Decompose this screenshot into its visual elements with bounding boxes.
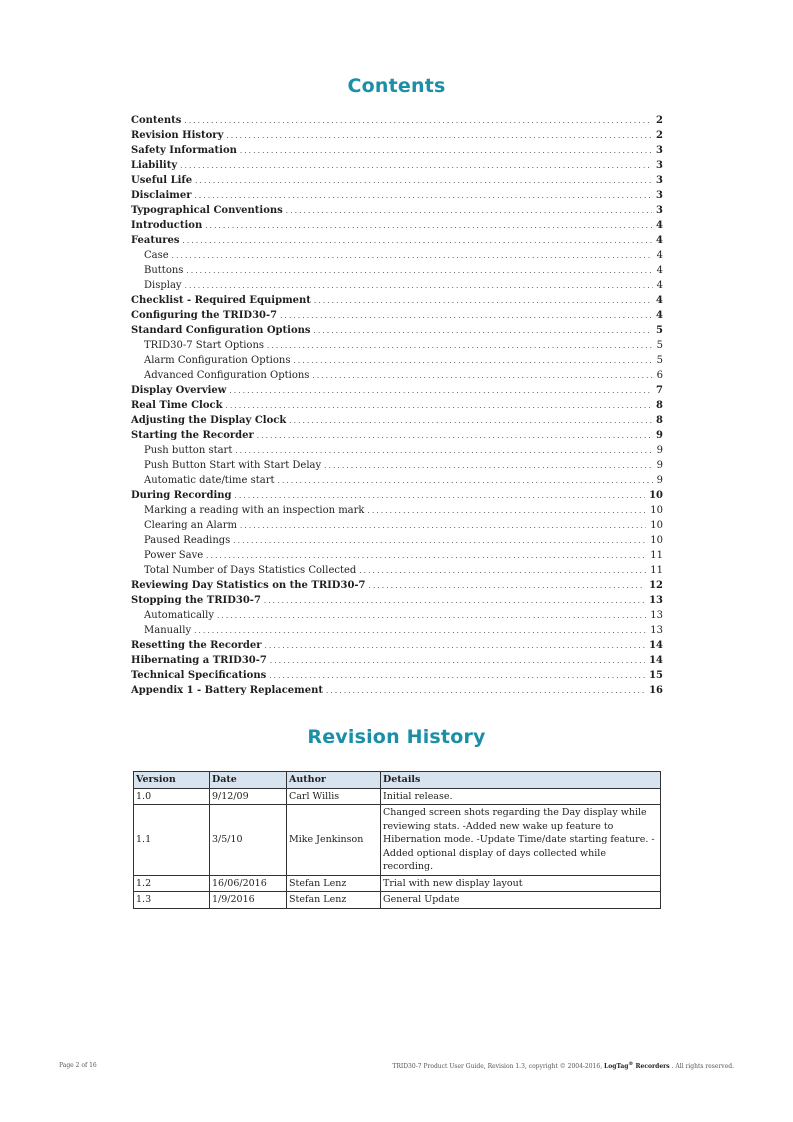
toc-entry[interactable] bbox=[131, 668, 663, 683]
toc-entry[interactable] bbox=[131, 473, 663, 488]
toc-leader-dots bbox=[314, 323, 653, 338]
toc-entry-page: 2 bbox=[656, 115, 663, 126]
toc-entry-page: 9 bbox=[656, 430, 663, 441]
toc-entry[interactable] bbox=[131, 248, 663, 263]
toc-entry-page: 10 bbox=[650, 520, 663, 531]
toc-entry[interactable] bbox=[131, 383, 663, 398]
toc-leader-dots bbox=[280, 308, 652, 323]
toc-entry-page: 4 bbox=[656, 265, 663, 276]
toc-entry-title: Introduction bbox=[131, 220, 203, 231]
toc-entry-page: 10 bbox=[649, 490, 663, 501]
table-header-row bbox=[134, 772, 661, 789]
toc-entry[interactable] bbox=[131, 278, 663, 293]
toc-entry-title: Display Overview bbox=[131, 385, 227, 396]
table-row bbox=[134, 805, 661, 876]
cell-author: Stefan Lenz bbox=[287, 892, 381, 909]
cell-version: 1.1 bbox=[134, 805, 210, 876]
cell-date: 16/06/2016 bbox=[210, 875, 287, 892]
toc-entry-page: 4 bbox=[656, 235, 663, 246]
toc-entry[interactable] bbox=[131, 623, 663, 638]
toc-entry-title: Appendix 1 - Battery Replacement bbox=[131, 685, 324, 696]
cell-details: Trial with new display layout bbox=[381, 875, 661, 892]
toc-entry-title: Standard Configuration Options bbox=[131, 325, 311, 336]
toc-entry-page: 4 bbox=[656, 250, 663, 261]
footer-brand: LogTag® Recorders bbox=[604, 1061, 670, 1070]
toc-entry-page: 10 bbox=[650, 505, 663, 516]
toc-entry-page: 6 bbox=[656, 370, 663, 381]
header-author: Author bbox=[287, 772, 381, 789]
toc-leader-dots bbox=[278, 473, 653, 488]
toc-entry[interactable] bbox=[131, 308, 663, 323]
toc-leader-dots bbox=[235, 443, 652, 458]
toc-leader-dots bbox=[293, 353, 652, 368]
toc-leader-dots bbox=[205, 218, 652, 233]
toc-entry-page: 9 bbox=[656, 475, 663, 486]
cell-details: Changed screen shots regarding the Day display while reviewing stats. -Added new wake up feature to Hibernation mode. -Update Time/date starting feature. -Added optional display of days collected while recording. bbox=[381, 805, 661, 876]
toc-entry-title: Automatically bbox=[144, 610, 214, 621]
toc-entry-page: 7 bbox=[656, 385, 663, 396]
toc-entry-title: Adjusting the Display Clock bbox=[131, 415, 287, 426]
toc-leader-dots bbox=[265, 638, 646, 653]
revision-history-heading: Revision History bbox=[307, 726, 486, 748]
toc-leader-dots bbox=[185, 278, 653, 293]
toc-entry[interactable] bbox=[131, 293, 663, 308]
toc-entry[interactable] bbox=[131, 488, 663, 503]
toc-entry-title: Paused Readings bbox=[144, 535, 231, 546]
toc-entry-title: Case bbox=[144, 250, 169, 261]
cell-version: 1.0 bbox=[134, 788, 210, 805]
cell-version: 1.2 bbox=[134, 875, 210, 892]
cell-author: Mike Jenkinson bbox=[287, 805, 381, 876]
toc-entry[interactable] bbox=[131, 578, 663, 593]
toc-entry-page: 4 bbox=[656, 280, 663, 291]
toc-entry[interactable] bbox=[131, 458, 663, 473]
toc-leader-dots bbox=[359, 563, 646, 578]
toc-entry-title: During Recording bbox=[131, 490, 232, 501]
toc-leader-dots bbox=[235, 488, 646, 503]
toc-entry[interactable] bbox=[131, 443, 663, 458]
toc-entry-title: Features bbox=[131, 235, 180, 246]
toc-leader-dots bbox=[233, 533, 646, 548]
toc-leader-dots bbox=[240, 518, 646, 533]
toc-entry-title: Reviewing Day Statistics on the TRID30-7 bbox=[131, 580, 366, 591]
cell-date: 9/12/09 bbox=[210, 788, 287, 805]
toc-entry-title: Marking a reading with an inspection mark bbox=[144, 505, 365, 516]
toc-entry[interactable] bbox=[131, 533, 663, 548]
toc-entry-title: Configuring the TRID30-7 bbox=[131, 310, 278, 321]
toc-entry-title: Disclaimer bbox=[131, 190, 192, 201]
header-details: Details bbox=[381, 772, 661, 789]
toc-entry-page: 5 bbox=[656, 325, 663, 336]
table-row bbox=[134, 892, 661, 909]
toc-entry[interactable] bbox=[131, 113, 663, 128]
toc-entry-page: 14 bbox=[649, 640, 663, 651]
toc-entry[interactable] bbox=[131, 263, 663, 278]
toc-entry[interactable] bbox=[131, 428, 663, 443]
toc-entry-page: 3 bbox=[656, 160, 663, 171]
cell-date: 3/5/10 bbox=[210, 805, 287, 876]
page-number: Page 2 of 16 bbox=[59, 1062, 97, 1069]
toc-leader-dots bbox=[229, 383, 652, 398]
toc-leader-dots bbox=[369, 578, 646, 593]
toc-entry-page: 9 bbox=[656, 460, 663, 471]
toc-entry[interactable] bbox=[131, 638, 663, 653]
toc-leader-dots bbox=[264, 593, 645, 608]
toc-entry-title: Typographical Conventions bbox=[131, 205, 283, 216]
toc-entry[interactable] bbox=[131, 518, 663, 533]
toc-entry-title: Hibernating a TRID30-7 bbox=[131, 655, 267, 666]
toc-leader-dots bbox=[324, 458, 652, 473]
toc-entry-page: 10 bbox=[650, 535, 663, 546]
cell-author: Stefan Lenz bbox=[287, 875, 381, 892]
toc-entry-page: 3 bbox=[656, 190, 663, 201]
toc-entry-page: 3 bbox=[656, 175, 663, 186]
contents-heading: Contents bbox=[347, 75, 446, 97]
toc-entry-page: 5 bbox=[656, 340, 663, 351]
toc-entry[interactable] bbox=[131, 608, 663, 623]
toc-entry-title: Display bbox=[144, 280, 182, 291]
toc-leader-dots bbox=[206, 548, 646, 563]
toc-entry-title: Revision History bbox=[131, 130, 224, 141]
toc-leader-dots bbox=[314, 293, 652, 308]
toc-entry[interactable] bbox=[131, 413, 663, 428]
toc-entry-title: Buttons bbox=[144, 265, 184, 276]
toc-entry[interactable] bbox=[131, 173, 663, 188]
toc-entry-title: Contents bbox=[131, 115, 182, 126]
header-date: Date bbox=[210, 772, 287, 789]
toc-leader-dots bbox=[368, 503, 647, 518]
footer-doc-info: TRID30-7 Product User Guide, Revision 1.3, copyright © 2004-2016, bbox=[392, 1063, 603, 1070]
cell-version: 1.3 bbox=[134, 892, 210, 909]
toc-entry-title: Useful Life bbox=[131, 175, 193, 186]
toc-entry-title: Power Save bbox=[144, 550, 204, 561]
toc-entry[interactable] bbox=[131, 143, 663, 158]
cell-author: Carl Willis bbox=[287, 788, 381, 805]
toc-leader-dots bbox=[270, 653, 645, 668]
toc-entry-page: 5 bbox=[656, 355, 663, 366]
table-of-contents bbox=[131, 113, 663, 698]
toc-entry[interactable] bbox=[131, 593, 663, 608]
toc-entry-title: Safety Information bbox=[131, 145, 237, 156]
toc-entry-page: 8 bbox=[656, 400, 663, 411]
toc-entry-page: 12 bbox=[649, 580, 663, 591]
footer-rights: . All rights reserved. bbox=[671, 1063, 734, 1070]
toc-entry-page: 3 bbox=[656, 205, 663, 216]
toc-entry-title: Resetting the Recorder bbox=[131, 640, 262, 651]
toc-entry-title: Push button start bbox=[144, 445, 233, 456]
toc-entry-title: Automatic date/time start bbox=[144, 475, 275, 486]
table-row bbox=[134, 788, 661, 805]
toc-leader-dots bbox=[240, 143, 652, 158]
toc-leader-dots bbox=[194, 188, 652, 203]
toc-entry[interactable] bbox=[131, 563, 663, 578]
toc-entry-page: 4 bbox=[656, 220, 663, 231]
toc-entry-page: 13 bbox=[650, 610, 663, 621]
toc-leader-dots bbox=[289, 413, 652, 428]
toc-leader-dots bbox=[194, 623, 646, 638]
toc-entry-page: 11 bbox=[650, 550, 663, 561]
toc-entry-title: Total Number of Days Statistics Collected bbox=[144, 565, 357, 576]
toc-entry[interactable] bbox=[131, 323, 663, 338]
toc-entry[interactable] bbox=[131, 653, 663, 668]
toc-entry-page: 4 bbox=[656, 310, 663, 321]
table-row bbox=[134, 875, 661, 892]
toc-leader-dots bbox=[217, 608, 646, 623]
toc-entry-page: 8 bbox=[656, 415, 663, 426]
toc-leader-dots bbox=[172, 248, 653, 263]
toc-entry-title: TRID30-7 Start Options bbox=[144, 340, 265, 351]
toc-entry-page: 9 bbox=[656, 445, 663, 456]
toc-entry-title: Clearing an Alarm bbox=[144, 520, 237, 531]
toc-entry-page: 3 bbox=[656, 145, 663, 156]
toc-leader-dots bbox=[257, 428, 652, 443]
toc-entry-title: Stopping the TRID30-7 bbox=[131, 595, 261, 606]
toc-entry-page: 11 bbox=[650, 565, 663, 576]
toc-leader-dots bbox=[226, 398, 652, 413]
toc-leader-dots bbox=[312, 368, 652, 383]
toc-entry[interactable] bbox=[131, 368, 663, 383]
toc-entry[interactable] bbox=[131, 548, 663, 563]
toc-entry-page: 13 bbox=[649, 595, 663, 606]
toc-leader-dots bbox=[180, 158, 652, 173]
toc-entry-title: Push Button Start with Start Delay bbox=[144, 460, 322, 471]
toc-entry[interactable] bbox=[131, 353, 663, 368]
toc-entry[interactable] bbox=[131, 398, 663, 413]
toc-entry-title: Manually bbox=[144, 625, 192, 636]
cell-details: Initial release. bbox=[381, 788, 661, 805]
toc-entry[interactable] bbox=[131, 683, 663, 698]
toc-entry-title: Advanced Configuration Options bbox=[144, 370, 310, 381]
toc-leader-dots bbox=[267, 338, 653, 353]
toc-entry-title: Liability bbox=[131, 160, 178, 171]
header-version: Version bbox=[134, 772, 210, 789]
toc-entry-page: 15 bbox=[649, 670, 663, 681]
footer-copyright bbox=[392, 1061, 734, 1070]
toc-leader-dots bbox=[186, 263, 652, 278]
toc-entry-title: Checklist - Required Equipment bbox=[131, 295, 311, 306]
revision-history-table bbox=[133, 771, 661, 909]
toc-leader-dots bbox=[195, 173, 652, 188]
toc-entry-page: 13 bbox=[650, 625, 663, 636]
toc-entry[interactable] bbox=[131, 203, 663, 218]
toc-entry-title: Real Time Clock bbox=[131, 400, 223, 411]
toc-entry[interactable] bbox=[131, 233, 663, 248]
toc-entry-page: 14 bbox=[649, 655, 663, 666]
toc-entry[interactable] bbox=[131, 128, 663, 143]
toc-entry[interactable] bbox=[131, 338, 663, 353]
toc-entry-title: Technical Specifications bbox=[131, 670, 267, 681]
toc-leader-dots bbox=[269, 668, 645, 683]
toc-leader-dots bbox=[226, 128, 652, 143]
toc-entry-page: 4 bbox=[656, 295, 663, 306]
toc-entry-page: 2 bbox=[656, 130, 663, 141]
toc-leader-dots bbox=[183, 233, 652, 248]
cell-date: 1/9/2016 bbox=[210, 892, 287, 909]
toc-entry-title: Starting the Recorder bbox=[131, 430, 254, 441]
toc-entry[interactable] bbox=[131, 188, 663, 203]
toc-leader-dots bbox=[286, 203, 652, 218]
cell-details: General Update bbox=[381, 892, 661, 909]
toc-entry-page: 16 bbox=[649, 685, 663, 696]
toc-leader-dots bbox=[326, 683, 645, 698]
toc-entry-title: Alarm Configuration Options bbox=[144, 355, 291, 366]
toc-entry[interactable] bbox=[131, 158, 663, 173]
toc-entry[interactable] bbox=[131, 218, 663, 233]
toc-entry[interactable] bbox=[131, 503, 663, 518]
toc-leader-dots bbox=[184, 113, 652, 128]
